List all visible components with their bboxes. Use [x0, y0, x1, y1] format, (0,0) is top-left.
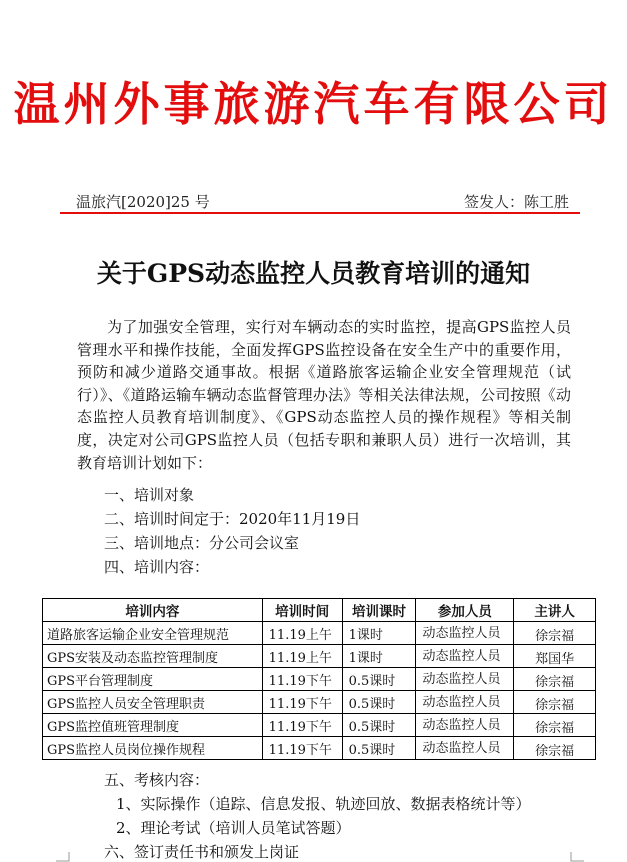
cell-time: 11.19下午 [262, 714, 342, 737]
cell-time: 11.19下午 [262, 737, 342, 760]
signer: 签发人：陈工胜 [463, 193, 569, 211]
header-time: 培训时间 [262, 599, 342, 622]
table-row [43, 691, 596, 714]
cell-content: 道路旅客运输企业安全管理规范 [43, 622, 263, 645]
cell-time: 11.19上午 [262, 645, 342, 668]
cell-participants: 动态监控人员 [416, 691, 514, 714]
cell-participants: 动态监控人员 [416, 645, 514, 668]
section-assessment: 五、考核内容： [104, 771, 210, 789]
cell-hours: 0.5课时 [342, 737, 416, 760]
cell-content: GPS监控人员岗位操作规程 [43, 737, 263, 760]
cell-content: GPS安装及动态监控管理制度 [43, 645, 263, 668]
cell-time: 11.19下午 [262, 668, 342, 691]
cell-participants: 动态监控人员 [416, 668, 514, 691]
cell-hours: 1课时 [342, 622, 416, 645]
cell-hours: 0.5课时 [342, 691, 416, 714]
cell-hours: 0.5课时 [342, 714, 416, 737]
table-row [43, 668, 596, 691]
table-row [43, 645, 596, 668]
header-hours: 培训课时 [342, 599, 416, 622]
page-corner-mark-left [56, 852, 70, 862]
cell-lecturer: 徐宗福 [514, 622, 596, 645]
cell-participants: 动态监控人员 [416, 737, 514, 760]
cell-participants: 动态监控人员 [416, 714, 514, 737]
cell-participants: 动态监控人员 [416, 622, 514, 645]
page-corner-mark-right [570, 852, 584, 862]
table-row [43, 714, 596, 737]
cell-lecturer: 徐宗福 [514, 714, 596, 737]
section-training-content: 四、培训内容： [104, 558, 210, 576]
training-schedule-table [42, 598, 596, 760]
intro-paragraph: 为了加强安全管理，实行对车辆动态的实时监控，提高GPS监控人员管理水平和操作技能，全面发挥GPS监控设备在安全生产中的重要作用，预防和减少道路交通事故。根据《道路旅客运输企业安全管理规范（试行）》、《道路运输车辆动态监督管理办法》等相关法律法规，公司按照《动态监控人员教育培训制度》、《GPS动态监控人员的操作规程》等相关制度，决定对公司GPS监控人员（包括专职和兼职人员）进行一次培训，其教育培训计划如下： [77, 318, 571, 472]
cell-lecturer: 徐宗福 [514, 691, 596, 714]
letterhead-company-name: 温州外事旅游汽车有限公司 [13, 77, 614, 131]
section-training-time: 二、培训时间定于：2020年11月19日 [104, 510, 361, 528]
document-title: 关于GPS动态监控人员教育培训的通知 [96, 259, 531, 288]
header-lecturer: 主讲人 [514, 599, 596, 622]
cell-lecturer: 徐宗福 [514, 737, 596, 760]
cell-time: 11.19上午 [262, 622, 342, 645]
header-content: 培训内容 [43, 599, 263, 622]
table-header-row [43, 599, 596, 622]
section-certificate: 六、签订责任书和颁发上岗证 [104, 843, 300, 861]
section-training-target: 一、培训对象 [104, 486, 195, 504]
cell-content: GPS监控人员安全管理职责 [43, 691, 263, 714]
cell-hours: 1课时 [342, 645, 416, 668]
letterhead-red-rule [60, 212, 580, 214]
cell-content: GPS平台管理制度 [43, 668, 263, 691]
document-number: 温旅汽[2020]25 号 [76, 193, 210, 211]
section-training-location: 三、培训地点：分公司会议室 [104, 534, 300, 552]
cell-lecturer: 徐宗福 [514, 668, 596, 691]
table-row [43, 622, 596, 645]
assessment-item-practical: 1、实际操作（追踪、信息发报、轨迹回放、数据表格统计等） [116, 795, 531, 813]
cell-content: GPS监控值班管理制度 [43, 714, 263, 737]
assessment-item-theory: 2、理论考试（培训人员笔试答题） [116, 819, 351, 837]
cell-lecturer: 郑国华 [514, 645, 596, 668]
header-participants: 参加人员 [416, 599, 514, 622]
cell-time: 11.19下午 [262, 691, 342, 714]
table-row [43, 737, 596, 760]
cell-hours: 0.5课时 [342, 668, 416, 691]
